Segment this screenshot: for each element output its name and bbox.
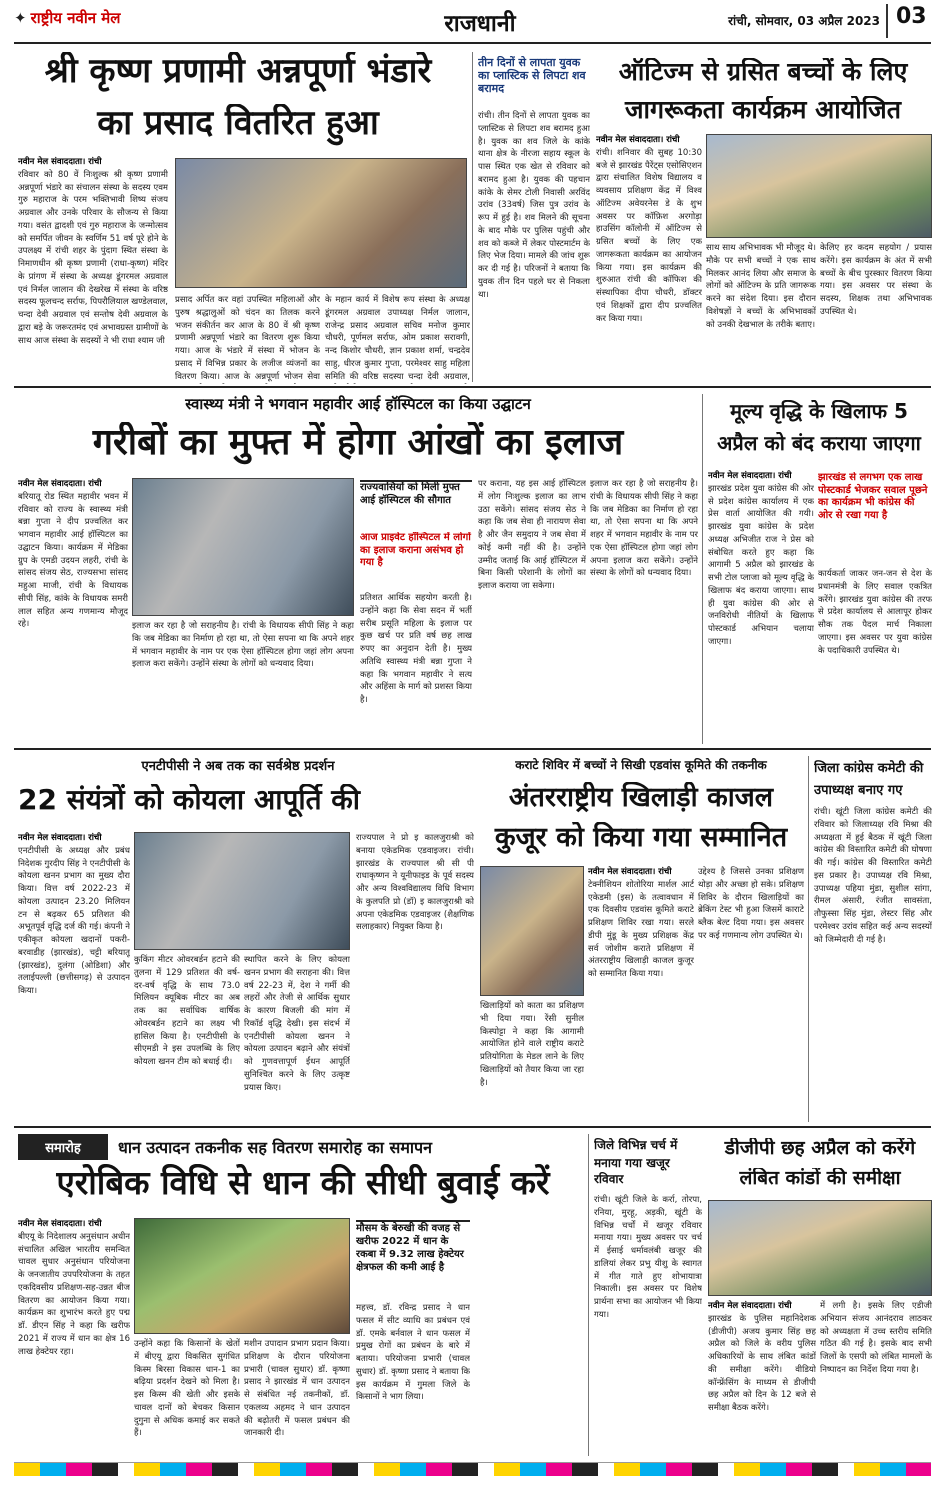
story5-byline: नवीन मेल संवाददाता। रांची: [708, 471, 792, 481]
story1-body3: के महान कार्य में विशेष रूप संस्था के अध्यक्ष डूंगरमल अग्रवाल उपाध्यक्ष निर्मल जालान, राजेन्द्र प्रसाद अग्रवाल सचिव मनोज कुमार चौधरी, पूर्णमल सर्राफ, ओम प्रकाश सरावगी, नन्द किशोर चौधरी, ज्ञान प्रकाश शर्मा, चन्द्रदेव साहु, धीरज कुमार गुप्ता, परमेश्वर साहु महिला समिति की वरिष्ठ सदस्या चन्दा देवी अग्रवाल,: [325, 295, 470, 382]
print-registration-bar: [14, 1462, 931, 1476]
section-rule: [14, 1126, 931, 1128]
story6-headline: 22 संयंत्रों को कोयला आपूर्ति की: [18, 784, 361, 816]
story4-body2: प्रतिशत आर्थिक सहयोग करती है। उन्होंने कहा कि सेवा सदन में भर्ती सरीब प्रसूति महिला के इलाज पर कुछ खर्च पर प्रति वर्ष छह लाख रुपए का अनुदान देती है। मुख्य अतिथि स्वास्थ्य मंत्री बन्ना गुप्ता ने कहा कि भगवान महावीर ने सत्य और अहिंसा के मार्ग को प्रशस्त किया है।: [360, 593, 472, 705]
paddy-photo: [134, 1218, 350, 1334]
bird-logo-icon: ✦: [14, 9, 27, 27]
story10-body: रांची। खूंटी जिले के कर्रा, तोरपा, रनिया, मुरहू, अड़की, खूंटी के विभिन्न चर्चों में खजूर रविवार मनाया गया। मुख्य अवसर पर चर्च में ईसाई धर्मावलंबी खजूर की डालियां लेकर प्रभु यीशु के स्वागत में गीत गाते हुए शोभायात्रा निकाली। इस अवसर पर विशेष प्रार्थना सभा का आयोजन भी किया गया।: [594, 1195, 702, 1320]
story6-body2: कुकिंग मीटर ओवरबर्डन हटाने की तुलना में 129 प्रतिशत की वर्ष-दर-वर्ष वृद्धि के साथ 73.0 मिलियन क्यूबिक मीटर का अब तक का सर्वाधिक वार्षिक ओवरबर्डन हटाने का लक्ष्य भी हासिल किया है। एनटीपीसी के सीएमडी ने इस उपलब्धि के लिए कोयला खनन टीम को बधाई दी।: [134, 955, 240, 1067]
hospital-photo: [132, 478, 354, 616]
story4-kicker: स्वास्थ्य मंत्री ने भगवान महावीर आई हॉस्पिटल का किया उद्घाटन: [185, 395, 531, 413]
story7-headline-line1: अंतरराष्ट्रीय खिलाड़ी काजल: [508, 782, 774, 813]
story11-headline-line2: लंबित कांडों की समीक्षा: [739, 1168, 901, 1189]
story9-headline: एरोबिक विधि से धान की सीधी बुवाई करें: [56, 1164, 550, 1202]
section-rule: [14, 386, 931, 388]
story1-byline: नवीन मेल संवाददाता। रांची: [18, 157, 102, 167]
karate-photo: [480, 866, 584, 996]
story1-headline-line1: श्री कृष्ण प्रणामी अन्नपूर्णा भंडारे: [44, 52, 432, 91]
story4-headline: गरीबों का मुफ्त में होगा आंखों का इलाज: [92, 422, 624, 463]
story7-byline: नवीन मेल संवाददाता। रांची: [588, 867, 672, 877]
story5-headline-line2: अप्रैल को बंद कराया जाएगा: [717, 432, 921, 455]
story7-headline-line2: कुजूर को किया गया सम्मानित: [494, 822, 788, 853]
story9-byline: नवीन मेल संवाददाता। रांची: [18, 1219, 102, 1229]
story3-byline: नवीन मेल संवाददाता। रांची: [596, 135, 680, 145]
story6-body1: एनटीपीसी के अध्यक्ष और प्रबंध निदेशक गुरदीप सिंह ने एनटीपीसी के कोयला खनन प्रभाग का मुख्य दौरा किया। वित्त वर्ष 2022-23 में कोयला उत्पादन 23.20 मिलियन टन से बढ़कर 65 प्रतिशत की अभूतपूर्व वृद्धि दर्ज की गई। कंपनी ने एकीकृत कोयला खदानों पकरी-बरवाडीह (झारखंड), चट्टी बरियातू (झारखंड), दुलंगा (ओडिशा) और तलाईपल्ली (छत्तीसगढ़) से उत्पादन किया।: [18, 845, 130, 996]
story11-byline: नवीन मेल संवाददाता। रांची: [708, 1301, 792, 1311]
story1-body2: प्रसाद अर्पित कर वहां उपस्थित महिलाओं और पुरुष श्रद्धालुओं को चंदन का तिलक करने भजन संकीर्तन कर आज के 80 वें श्री कृष्ण प्रणामी अन्नपूर्णा भंडारे का वितरण शुरू किया गया। आज के भंडारे में संस्था में भोजन के प्रसाद में विभिन्न प्रकार के लजीज व्यंजनों का वितरण किया। आज के अन्नपूर्णा भोजन सेवा: [175, 295, 320, 382]
ntpc-photo: [134, 832, 350, 950]
section-title: राजधानी: [444, 11, 516, 37]
story3-headline-line1: ऑटिज्म से ग्रसित बच्चों के लिए: [618, 58, 908, 86]
story3-body2: साथ साथ अभिभावक भी मौजूद थे। मौके पर सभी बच्चों ने एक साथ मिलकर आनंद लिया और समाज के लोगों को ऑटिज्म के प्रति जागरूक करने का संदेश दिया। इस दौरान विशेषज्ञों ने बच्चों के अभिभावकों को उनकी देखभाल के तरीके बताए।: [706, 243, 816, 330]
issue-date: रांची, सोमवार, 03 अप्रैल 2023: [728, 14, 880, 28]
story4-pullquote1: राज्यवासियों को मिली मुफ्त आई हॉस्पिटल की सौगात: [360, 480, 472, 528]
story5-headline-line1: मूल्य वृद्धि के खिलाफ 5: [730, 400, 908, 423]
story4-body1: बरियातू रोड स्थित महावीर भवन में रविवार को राज्य के स्वास्थ्य मंत्री बन्ना गुप्ता ने दीप प्रज्वलित कर भगवान महावीर आई हॉस्पिटल का उद्घाटन किया। कार्यक्रम में मेडिका ग्रुप के एमडी उदयन लहरी, रांची के सांसद संजय सेठ, राज्यसभा सांसद महुआ माजी, रांची के विधायक सीपी सिंह, कांके के विधायक समरी लाल सहित अन्य गणमान्य मौजूद रहे।: [18, 491, 128, 630]
story4-column1: [18, 478, 128, 742]
story6-kicker: एनटीपीसी ने अब तक का सर्वश्रेष्ठ प्रदर्शन: [141, 759, 335, 774]
column-divider: [808, 756, 809, 1122]
story8-headline-line1: जिला कांग्रेस कमेटी की: [814, 761, 924, 776]
story5-column1: [708, 470, 814, 744]
story9-column1: [18, 1218, 130, 1456]
story1-headline-line2: का प्रसाद वितरित हुआ: [97, 104, 379, 143]
story11-column1: [708, 1300, 816, 1456]
story9-body4: महत्त्व, डॉ. रविन्द्र प्रसाद ने धान फसल में सीट व्याधि का प्रबंधन एवं डॉ. एमके बर्नवाल ने धान फसल में प्रमुख रोगों का प्रबंधन के बारे में बताया। परियोजना प्रभारी (चावल सुधार) डॉ. कृष्णा प्रसाद ने बताया कि इस कार्यक्रम में गुमला जिले के किसानों ने भाग लिया।: [356, 1303, 470, 1403]
bhandara-photo: [175, 158, 467, 288]
story9-body1: बीएयू के निदेशालय अनुसंधान अधीन संचालित अखिल भारतीय समन्वित चावल सुधार अनुसंधान परियोजना के जनजातीय उपपरियोजना के तहत एकदिवसीय प्रशिक्षण-सह-उन्नत बीज वितरण का आयोजन किया गया। कार्यक्रम का शुभारंभ करते हुए पद्म डॉ. डीएन सिंह ने कहा कि खरीफ 2021 में राज्य में धान का क्षेत्र 16 लाख हेक्टेयर रहा।: [18, 1231, 130, 1357]
story6-body3: स्थापित करने के लिए कोयला खनन प्रभाग की सराहना की। वित्त वर्ष 22-23 में, देश ने गर्मी की लहरों और तेजी से आर्थिक सुधार के कारण बिजली की मांग में रिकॉर्ड वृद्धि देखी। इस संदर्भ में एनटीपीसी कोयला खनन ने कोयला उत्पादन बढ़ाने और संयंत्रों को गुणवत्तापूर्ण ईंधन आपूर्ति सुनिश्चित करने के लिए उत्कृष्ट प्रयास किए।: [244, 955, 350, 1093]
story4-body4: इलाज कर रहा है जो सराहनीय है। रांची के विधायक सीपी सिंह ने कहा कि जब मेडिका का निर्माण हो रहा था, तो ऐसा सपना था कि अपने शहर में भगवान महावीर के नाम पर एक ऐसा हॉस्पिटल होगा जहां लोग अपना इलाज करा सकेंगे। उन्होंने संस्था के लोगों को धन्यवाद दिया।: [132, 621, 354, 670]
story9-body3: मशीन उपादान प्रभाग प्रदान किया। प्रशिक्षण के दौरान परियोजना प्रभारी (चावल सुधार) डॉ. कृष्णा प्रसाद ने झारखंड में धान उत्पादन से संबंधित नई तकनीकों, डॉ. एकलव्य अहमद ने धान उत्पादन की बढ़ोतरी में फसल प्रबंधन की जानकारी दी।: [244, 1339, 350, 1439]
autism-photo: [706, 134, 932, 238]
story10-headline-line2: मनाया गया खजूर रविवार: [594, 1156, 670, 1186]
story6-body4: राज्यपाल ने प्रो इ कालजुराश्री को बनाया एकेडमिक एडवाइजर। रांची। झारखंड के राज्यपाल श्री सी पी राधाकृष्णन ने यूनीफाइड के पूर्व सदस्य और अन्य विश्वविद्यालय विधि विभाग के कुलपति प्रो (डॉ) इ कालजुराश्री को अपना एकेडमिक एडवाइजर (शैक्षणिक सलाहकार) नियुक्त किया है।: [356, 833, 474, 933]
story3-headline-line2: जागरूकता कार्यक्रम आयोजित: [625, 96, 901, 124]
story7-body1: टेक्नीशियन शोतोरिया मार्शल आर्ट एकेडमी (इस) के तत्वावधान में एक दिवसीय एडवांस कूमिते कराटे प्रशिक्षण शिविर रखा गया। सरले डीपी मुंडू के मुख्य प्रशिक्षक केंद्र सर्व जोशीम कराते प्रशिक्षण में अंतरराष्ट्रीय खिलाड़ी काजल कुजूर को सम्मानित किया गया।: [588, 879, 694, 979]
story7-body3: उद्देश्य है जिससे उनका प्रशिक्षण थोड़ा और अच्छा हो सके। प्रशिक्षण शिविर के दौरान खिलाड़ियों का ब्रेकिंग टेस्ट भी हुआ जिसमें काराटे ब्लैक बेल्ट दिया गया। इस अवसर पर कई गणमान्य लोग उपस्थित थे।: [698, 867, 804, 941]
story2-body: रांची। तीन दिनों से लापता युवक का प्लास्टिक से लिपटा शव बरामद हुआ है। युवक का शव जिले के कांके थाना क्षेत्र के नीरजा सहाय स्कूल के पास स्थित एक खेत से रविवार को बरामद हुआ है। युवक की पहचान कांके के सेमर टोली निवासी अरविंद उरांव (33वर्ष) जिस पुत्र उरांव के रूप में हुई है। शव मिलने की सूचना के बाद मौके पर पुलिस पहुंची और शव को कब्जे में लेकर पोस्टमार्टम के लिए भेज दिया। मामले की जांच शुरू कर दी गई है। परिजनों ने बताया कि युवक तीन दिन पहले घर से निकला था।: [478, 111, 590, 300]
section-rule: [14, 748, 931, 750]
story3-body1: रांची। शनिवार की सुबह 10:30 बजे से झारखंड पैरेंट्स एसोसिएशन द्वारा संचालित विशेष विद्यालय व व्यवसाय प्रशिक्षण केंद्र में विश्व ऑटिज्म अवेयरनेस डे के शुभ अवसर पर कॉफ़िश अरगोड़ा हाउसिंग कॉलोनी में ऑटिज्म से ग्रसित बच्चों के लिए एक जागरूकता कार्यक्रम का आयोजन किया गया। इस कार्यक्रम की शुरुआत रांची की कॉफिश की संस्थापिका दीपा चौधरी, डॉक्टर एवं शिक्षकों द्वारा दीप प्रज्वलित कर किया गया।: [596, 147, 702, 324]
story5-side-body: कार्यकर्ता जाकर जन-जन से देश के प्रधानमंत्री के लिए सवाल एकत्रित करेंगे। झारखंड युवा कांग्रेस की तरफ से प्रदेश कार्यालय से आलापूर होकर सौक तक पैदल मार्च निकाला जाएगा। इस अवसर पर युवा कांग्रेस के पदाधिकारी उपस्थित थे।: [818, 569, 932, 656]
story8-body: रांची। खूंटी जिला कांग्रेस कमेटी की रविवार को जिलाध्यक्ष रवि मिश्रा की अध्यक्षता में हुई बैठक में खूंटी जिला कांग्रेस की विस्तारित कमेटी की घोषणा की गई। कांग्रेस की विस्तारित कमेटी इस प्रकार है। उपाध्यक्ष रवि मिश्रा, उपाध्यक्ष पहिया मुंडा, सुशील सांगा, रीमल अंसारी, रंजीत सावसंता, तौफुस्सा सिंह मुंडा, लेस्टर सिंह और परमेश्वर उरांव सहित कई अन्य सदस्यों को जिम्मेदारी दी गई है।: [814, 807, 932, 945]
story4-byline: नवीन मेल संवाददाता। रांची: [18, 479, 102, 489]
story9-body2: उन्होंने कहा कि किसानों के खेतों में बीएयू द्वारा विकसित सुगंधित किस्म बिरसा विकास धान-1 का बढ़िया प्रदर्शन देखने को मिला है। इस किस्म की खेती और इसके चावल दानों को बेचकर किसान दुगुना से अधिक कमाई कर सकते हैं।: [134, 1339, 240, 1439]
page-number: 03: [886, 4, 936, 38]
event-tag: समारोह: [18, 1134, 108, 1160]
story5-side-head: झारखंड से लगभग एक लाख पोस्टकार्ड भेजकर सवाल पूछने का कार्यक्रम भी कांग्रेस की ओर से रखा गया है: [818, 472, 928, 521]
story9-pullquote: मौसम के बेरुखी की वजह से खरीफ 2022 में धान के रकबा में 9.32 लाख हेक्टेयर क्षेत्रफल की कमी आई है: [356, 1220, 470, 1298]
column-divider: [588, 1134, 589, 1456]
banner-kicker: धान उत्पादन तकनीक सह वितरण समारोह का समापन: [118, 1138, 433, 1157]
story11-body2: में लगी है। इसके लिए एडीजी अभियान संजय आनंदराव लाठकर को अध्यक्षता में उच्च स्तरीय समिति गठित की गई है। इसके बाद सभी जिलों के एसपी को लंबित मामलों के निष्पादन का निर्देश दिया गया है।: [820, 1301, 932, 1375]
story8-headline-line2: उपाध्यक्ष बनाए गए: [814, 783, 903, 798]
story7-column1: [588, 866, 694, 1122]
story5-body: झारखंड प्रदेश युवा कांग्रेस की ओर से प्रदेश कांग्रेस कार्यालय में एक प्रेस वार्ता आयोजित की गयी। झारखंड युवा कांग्रेस के प्रदेश अध्यक्ष अभिजीत राज ने प्रेस को संबोधित करते हुए कहा कि आगामी 5 अप्रैल को झारखंड के सभी टोल प्लाजा को मूल्य वृद्धि के खिलाफ बंद कराया जाएगा। साथ ही युवा कांग्रेस की ओर से जनविरोधी नीतियों के खिलाफ पोस्टकार्ड अभियान चलाया जाएगा।: [708, 483, 814, 647]
story4-body5: इलाज कर रहा है जो सराहनीय है। रांची के विधायक सीपी सिंह ने कहा कि जब मेडिका का निर्माण हो रहा था, तो ऐसा सपना था कि अपने शहर में भगवान महावीर के नाम पर एक ऐसा हॉस्पिटल होगा जहां लोग अपना इलाज करा सकेंगे। उन्होंने संस्था के लोगों को धन्यवाद दिया।: [590, 479, 698, 579]
story7-body2: खिलाड़ियों को काता का प्रशिक्षण भी दिया गया। रेंसी सुनील किस्पोट्टा ने कहा कि आगामी आयोजित होने वाले राष्ट्रीय कराटे प्रतियोगिता के मेडल लाने के लिए खिलाड़ियों को तैयार किया जा रहा है।: [480, 1001, 584, 1088]
story6-byline: नवीन मेल संवाददाता। रांची: [18, 833, 102, 843]
logo-text: राष्ट्रीय नवीन मेल: [30, 9, 121, 27]
story6-column1: [18, 832, 130, 1122]
story10-headline-line1: जिले विभिन्न चर्च में: [594, 1138, 678, 1152]
story2-headline: तीन दिनों से लापता युवक का प्लास्टिक से लिपटा शव बरामद: [478, 56, 586, 96]
story4-pullquote2: आज प्राइवेट हॉस्पिटल में लोगों का इलाज कराना असंभव हो गया है: [360, 532, 471, 568]
story1-body1: रविवार को 80 वें निःशुल्क श्री कृष्ण प्रणामी अन्नपूर्णा भंडारे का संचालन संस्था के सदस्य एवम गुरु महाराज के परम भक्तिभावी शिष्य संजय अग्रवाल और उनके परिवार के सौजन्य से किया गया। वसंत द्वादशी एवं गुरु महाराज के जन्मोत्सव को समर्पित जीवन के स्वर्णिम 51 वर्ष पूरे होने के उपलक्ष्य में रांची शहर के पुंदाग स्थित संस्था के निमाणधीन श्री कृष्ण प्रणामी (राधा-कृष्ण) मंदिर के प्रांगण में संस्था के अध्यक्ष डूंगरमल अग्रवाल एवं निर्मल जालान की देखरेख में संस्था के वरिष्ठ सदस्य फूलचन्द सर्राफ, पिपरौलियाल खण्डेलवाल, चन्दा देवी अग्रवाल एवं सन्तोष देवी अग्रवाल के द्वारा बड़े के जरूरतमंद एवं अभावग्रस्त ग्रामीणों के साथ आज संस्था के सदस्यों ने भी राधा श्याम जी: [18, 169, 168, 346]
story11-headline-line1: डीजीपी छह अप्रैल को करेंगे: [724, 1138, 916, 1159]
story7-kicker: कराटे शिविर में बच्चों ने सिखी एडवांस कूमिते की तकनीक: [515, 758, 767, 772]
story3-column1: [596, 134, 702, 382]
masthead-rule: [14, 42, 931, 44]
story1-column1: [18, 156, 168, 380]
story3-body3: केलिए हर कदम सहयोग / प्रयास करेंगे। इस कार्यक्रम के अंत में सभी बच्चों के बीच पुरस्कार वितरण किया गया। इस अवसर पर संस्था के सदस्य, शिक्षक तथा अभिभावक उपस्थित थे।: [820, 243, 932, 317]
dgp-photo: [708, 1200, 932, 1296]
story11-body1: झारखंड के पुलिस महानिदेशक (डीजीपी) अजय कुमार सिंह छह अप्रैल को जिले के वरीय पुलिस अधिकारियों के साथ लंबित कांडों की समीक्षा करेंगे। वीडियो कॉन्फ्रेंसिंग के माध्यम से डीजीपी छह अप्रैल को दिन के 12 बजे से समीक्षा बैठक करेंगे।: [708, 1313, 816, 1413]
newspaper-logo: [14, 8, 184, 38]
column-divider: [702, 394, 703, 744]
story4-body3: पर कराना, यह इस आई हॉस्पिटल में लोग निःशुल्क इलाज का लाभ उठा सकेंगे। सांसद संजय सेठ ने कहा कि जब सेवा ही नारायण सेवा है और जैन समुदाय ने जब सेवा में कोई कमी नहीं की है। उन्होंने उम्मीद जताई कि आई हॉस्पिटल में बिना किसी परेशानी के लोगों का इलाज कराया जा सकेगा।: [478, 479, 586, 591]
column-divider: [472, 52, 473, 382]
